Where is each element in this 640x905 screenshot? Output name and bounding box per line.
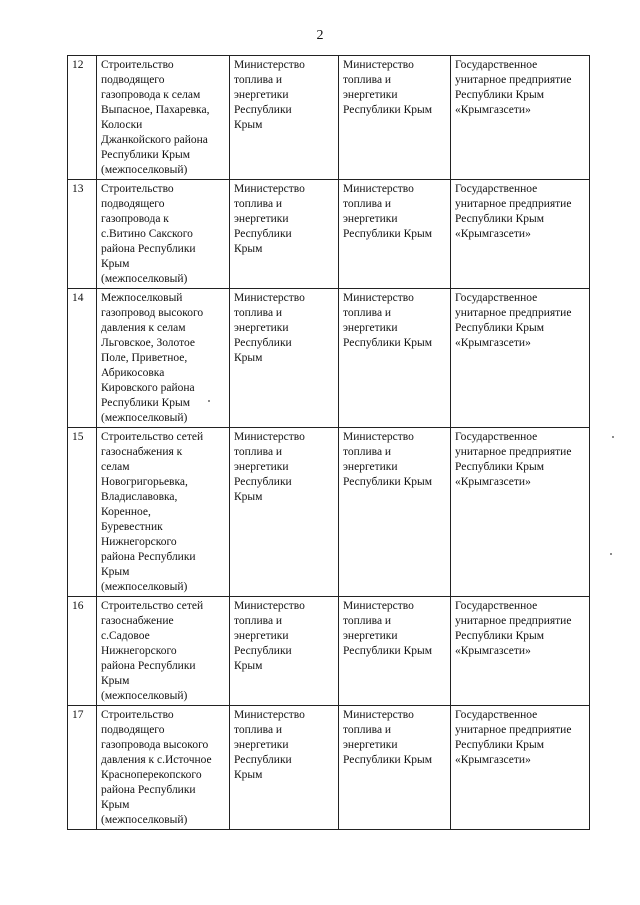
cell-text-line: Крым xyxy=(234,769,263,781)
cell-text-line: подводящего xyxy=(101,198,165,210)
table-row xyxy=(68,597,590,706)
cell-text-line: Министерство xyxy=(343,709,414,721)
cell-text-line: Строительство сетей xyxy=(101,600,204,612)
cell-text-line: Джанкойского района xyxy=(101,134,208,146)
cell-text-line: Республики Крым xyxy=(343,104,432,116)
page-number: 2 xyxy=(316,28,324,43)
cell-text-line: Республики Крым xyxy=(343,228,432,240)
customer-cell xyxy=(230,597,339,706)
object-name-cell xyxy=(97,706,230,830)
cell-text-line: района Республики xyxy=(101,784,196,796)
cell-text-line: района Республики xyxy=(101,660,196,672)
organization-cell xyxy=(451,706,590,830)
cell-text-line: района Республики xyxy=(101,551,196,563)
cell-text-line: «Крымгазсети» xyxy=(455,104,531,116)
cell-text-line: Республики xyxy=(234,476,292,488)
cell-text-line: (межпоселковый) xyxy=(101,273,188,285)
cell-text-line: «Крымгазсети» xyxy=(455,228,531,240)
row-number-cell: 15 xyxy=(68,428,97,597)
cell-text-line: Республики Крым xyxy=(343,476,432,488)
cell-text-line: Красноперекопского xyxy=(101,769,202,781)
cell-text-line: газопровода к xyxy=(101,213,169,225)
table-row xyxy=(68,180,590,289)
cell-text-line: Республики Крым xyxy=(455,89,544,101)
cell-text-line: Строительство xyxy=(101,709,174,721)
cell-text-line: топлива и xyxy=(234,307,283,319)
object-name-cell xyxy=(97,56,230,180)
cell-text-line: энергетики xyxy=(234,739,289,751)
cell-text-line: топлива и xyxy=(343,198,392,210)
cell-text-line: Государственное xyxy=(455,59,538,71)
developer-cell xyxy=(339,289,451,428)
cell-text-line: энергетики xyxy=(234,461,289,473)
row-number-cell: 14 xyxy=(68,289,97,428)
cell-text-line: Владиславовка, xyxy=(101,491,178,503)
cell-text-line: Министерство xyxy=(234,183,305,195)
object-name-cell xyxy=(97,180,230,289)
cell-text-line: энергетики xyxy=(343,739,398,751)
cell-text-line: Крым xyxy=(101,566,130,578)
cell-text-line: «Крымгазсети» xyxy=(455,754,531,766)
cell-text-line: газоснабжение xyxy=(101,615,174,627)
cell-text-line: Республики Крым xyxy=(343,645,432,657)
cell-text-line: Министерство xyxy=(343,183,414,195)
cell-text-line: Выпасное, Пахаревка, xyxy=(101,104,210,116)
developer-cell xyxy=(339,56,451,180)
cell-text-line: унитарное предприятие xyxy=(455,446,572,458)
organization-cell xyxy=(451,289,590,428)
cell-text-line: энергетики xyxy=(234,89,289,101)
cell-text-line: топлива и xyxy=(343,724,392,736)
table-row xyxy=(68,289,590,428)
developer-cell xyxy=(339,428,451,597)
cell-text-line: унитарное предприятие xyxy=(455,307,572,319)
cell-text-line: давления к с.Источное xyxy=(101,754,212,766)
cell-text-line: Республики Крым xyxy=(101,149,190,161)
cell-text-line: Новогригорьевка, xyxy=(101,476,188,488)
table-body xyxy=(68,56,590,830)
scan-speck xyxy=(610,553,612,555)
cell-text-line: Республики xyxy=(234,645,292,657)
organization-cell xyxy=(451,180,590,289)
scan-speck xyxy=(208,400,210,402)
cell-text-line: Республики Крым xyxy=(455,461,544,473)
table-row xyxy=(68,428,590,597)
cell-text-line: Министерство xyxy=(343,600,414,612)
cell-text-line: Республики Крым xyxy=(455,630,544,642)
cell-text-line: унитарное предприятие xyxy=(455,724,572,736)
cell-text-line: газопровода высокого xyxy=(101,739,209,751)
cell-text-line: с.Садовое xyxy=(101,630,150,642)
cell-text-line: Строительство сетей xyxy=(101,431,204,443)
developer-cell xyxy=(339,706,451,830)
cell-text-line: Республики xyxy=(234,337,292,349)
cell-text-line: Крым xyxy=(234,660,263,672)
cell-text-line: энергетики xyxy=(343,630,398,642)
object-name-cell xyxy=(97,428,230,597)
cell-text-line: газопровод высокого xyxy=(101,307,204,319)
developer-cell xyxy=(339,180,451,289)
table-row xyxy=(68,56,590,180)
cell-text-line: района Республики xyxy=(101,243,196,255)
customer-cell xyxy=(230,706,339,830)
object-name-cell xyxy=(97,597,230,706)
cell-text-line: (межпоселковый) xyxy=(101,164,188,176)
cell-text-line: Колоски xyxy=(101,119,143,131)
cell-text-line: «Крымгазсети» xyxy=(455,476,531,488)
cell-text-line: унитарное предприятие xyxy=(455,198,572,210)
cell-text-line: Льговское, Золотое xyxy=(101,337,196,349)
cell-text-line: Государственное xyxy=(455,431,538,443)
cell-text-line: газопровода к селам xyxy=(101,89,201,101)
cell-text-line: Министерство xyxy=(234,292,305,304)
cell-text-line: энергетики xyxy=(234,322,289,334)
cell-text-line: Межпоселковый xyxy=(101,292,183,304)
cell-text-line: давления к селам xyxy=(101,322,186,334)
cell-text-line: топлива и xyxy=(234,724,283,736)
cell-text-line: Министерство xyxy=(234,600,305,612)
cell-text-line: Строительство xyxy=(101,59,174,71)
cell-text-line: Крым xyxy=(101,675,130,687)
cell-text-line: Республики Крым xyxy=(455,739,544,751)
cell-text-line: Государственное xyxy=(455,600,538,612)
row-number-cell: 16 xyxy=(68,597,97,706)
cell-text-line: Государственное xyxy=(455,183,538,195)
object-name-cell xyxy=(97,289,230,428)
cell-text-line: Министерство xyxy=(234,709,305,721)
cell-text-line: Республики Крым xyxy=(455,322,544,334)
scan-speck xyxy=(612,436,614,438)
cell-text-line: Республики Крым xyxy=(343,754,432,766)
cell-text-line: Государственное xyxy=(455,709,538,721)
cell-text-line: с.Витино Сакского xyxy=(101,228,193,240)
cell-text-line: «Крымгазсети» xyxy=(455,645,531,657)
projects-table xyxy=(67,55,590,830)
row-number-cell: 12 xyxy=(68,56,97,180)
cell-text-line: топлива и xyxy=(343,307,392,319)
customer-cell xyxy=(230,180,339,289)
cell-text-line: энергетики xyxy=(343,89,398,101)
cell-text-line: подводящего xyxy=(101,74,165,86)
cell-text-line: Крым xyxy=(234,491,263,503)
cell-text-line: топлива и xyxy=(234,74,283,86)
cell-text-line: энергетики xyxy=(234,213,289,225)
cell-text-line: Абрикосовка xyxy=(101,367,165,379)
cell-text-line: Республики Крым xyxy=(101,397,190,409)
cell-text-line: Государственное xyxy=(455,292,538,304)
cell-text-line: Коренное, xyxy=(101,506,151,518)
cell-text-line: Республики Крым xyxy=(455,213,544,225)
table-row xyxy=(68,706,590,830)
cell-text-line: Министерство xyxy=(343,431,414,443)
cell-text-line: Крым xyxy=(101,799,130,811)
customer-cell xyxy=(230,428,339,597)
cell-text-line: топлива и xyxy=(234,615,283,627)
cell-text-line: селам xyxy=(101,461,130,473)
organization-cell xyxy=(451,597,590,706)
cell-text-line: топлива и xyxy=(234,446,283,458)
cell-text-line: энергетики xyxy=(343,322,398,334)
cell-text-line: Министерство xyxy=(234,431,305,443)
cell-text-line: Поле, Приветное, xyxy=(101,352,188,364)
cell-text-line: Крым xyxy=(101,258,130,270)
cell-text-line: Республики xyxy=(234,754,292,766)
cell-text-line: «Крымгазсети» xyxy=(455,337,531,349)
cell-text-line: Республики xyxy=(234,104,292,116)
cell-text-line: унитарное предприятие xyxy=(455,74,572,86)
organization-cell xyxy=(451,56,590,180)
cell-text-line: газоснабжения к xyxy=(101,446,183,458)
row-number-cell: 17 xyxy=(68,706,97,830)
cell-text-line: топлива и xyxy=(234,198,283,210)
cell-text-line: энергетики xyxy=(343,461,398,473)
cell-text-line: Крым xyxy=(234,352,263,364)
cell-text-line: энергетики xyxy=(343,213,398,225)
cell-text-line: Министерство xyxy=(343,292,414,304)
cell-text-line: (межпоселковый) xyxy=(101,412,188,424)
customer-cell xyxy=(230,56,339,180)
cell-text-line: Министерство xyxy=(343,59,414,71)
cell-text-line: (межпоселковый) xyxy=(101,814,188,826)
cell-text-line: Крым xyxy=(234,119,263,131)
cell-text-line: (межпоселковый) xyxy=(101,581,188,593)
cell-text-line: Республики xyxy=(234,228,292,240)
cell-text-line: энергетики xyxy=(234,630,289,642)
cell-text-line: Республики Крым xyxy=(343,337,432,349)
cell-text-line: топлива и xyxy=(343,74,392,86)
cell-text-line: Буревестник xyxy=(101,521,163,533)
row-number-cell: 13 xyxy=(68,180,97,289)
cell-text-line: унитарное предприятие xyxy=(455,615,572,627)
cell-text-line: Нижнегорского xyxy=(101,645,177,657)
customer-cell xyxy=(230,289,339,428)
organization-cell xyxy=(451,428,590,597)
cell-text-line: Министерство xyxy=(234,59,305,71)
cell-text-line: топлива и xyxy=(343,446,392,458)
developer-cell xyxy=(339,597,451,706)
cell-text-line: Крым xyxy=(234,243,263,255)
cell-text-line: Нижнегорского xyxy=(101,536,177,548)
cell-text-line: Строительство xyxy=(101,183,174,195)
cell-text-line: подводящего xyxy=(101,724,165,736)
cell-text-line: (межпоселковый) xyxy=(101,690,188,702)
cell-text-line: топлива и xyxy=(343,615,392,627)
cell-text-line: Кировского района xyxy=(101,382,195,394)
